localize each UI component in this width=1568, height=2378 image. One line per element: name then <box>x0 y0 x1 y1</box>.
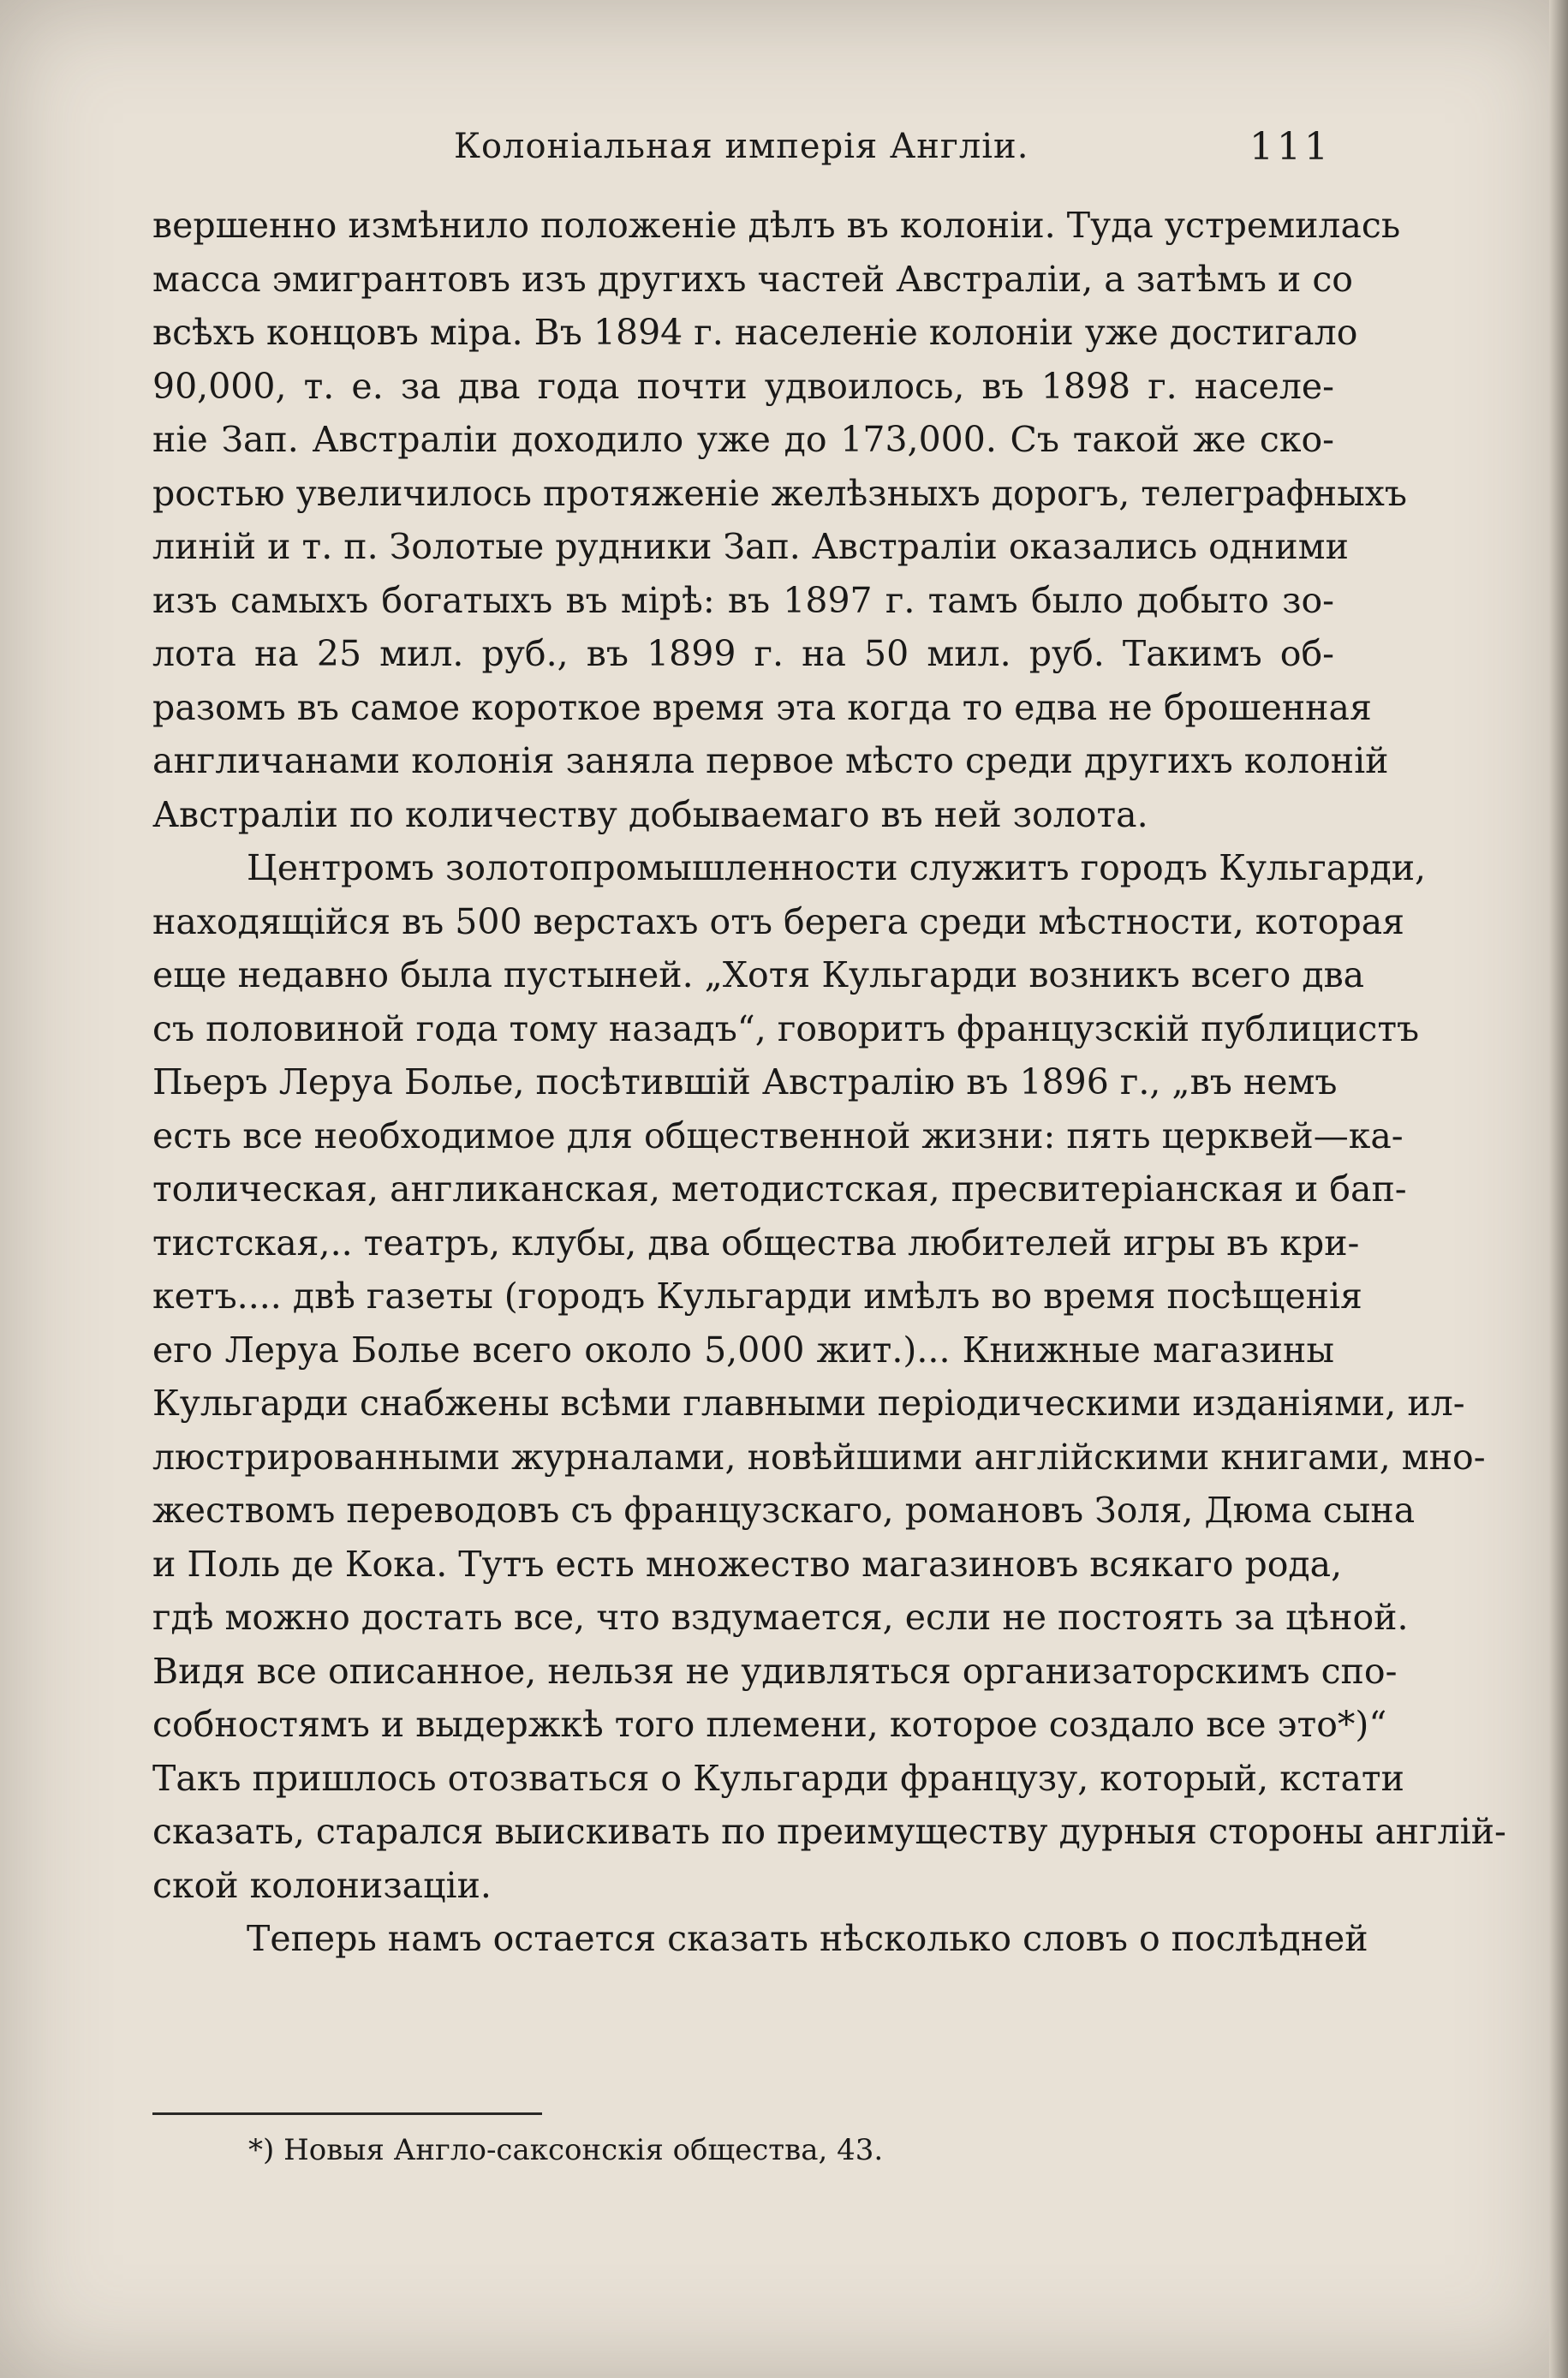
text-line: Такъ пришлось отозваться о Кульгарди французу, который, кстати <box>152 1757 1404 1799</box>
text-line: и Поль де Кока. Тутъ есть множество магазиновъ всякаго рода, <box>152 1543 1343 1585</box>
footnote: *) Новыя Англо-саксонскія общества, 43. <box>248 2133 884 2167</box>
text-line: ростью увеличилось протяженіе желѣзныхъ дорогъ, телеграфныхъ <box>152 472 1407 514</box>
text-line: ніе Зап. Австраліи доходило уже до 173,000. Съ такой же ско- <box>152 419 1334 460</box>
text-line: изъ самыхъ богатыхъ въ мірѣ: въ 1897 г. тамъ было добыто зо- <box>152 579 1334 621</box>
text-line: линій и т. п. Золотые рудники Зап. Австраліи оказались одними <box>152 526 1349 567</box>
text-line: Центромъ золотопромышленности служитъ городъ Кульгарди, <box>247 847 1427 888</box>
text-line: ской колонизаціи. <box>152 1864 492 1906</box>
text-line: есть все необходимое для общественной жизни: пять церквей—ка- <box>152 1114 1404 1156</box>
running-header <box>163 120 1332 180</box>
header-title: Колоніальная имперія Англіи. <box>454 127 1029 166</box>
text-line: собностямъ и выдержкѣ того племени, которое создало все это*)“ <box>152 1704 1387 1745</box>
page-number: 111 <box>1249 125 1332 169</box>
text-line: 90,000, т. е. за два года почти удвоилось, въ 1898 г. населе- <box>152 365 1334 407</box>
text-line: вершенно измѣнило положеніе дѣлъ въ колоніи. Туда устремилась <box>152 205 1401 246</box>
text-line: англичанами колонія заняла первое мѣсто среди другихъ колоній <box>152 740 1389 781</box>
text-line: Теперь намъ остается сказать нѣсколько словъ о послѣдней <box>247 1918 1368 1959</box>
text-line: жествомъ переводовъ съ французскаго, романовъ Золя, Дюма сына <box>152 1490 1416 1531</box>
text-line: люстрированными журналами, новѣйшими англійскими книгами, мно- <box>152 1436 1486 1478</box>
paragraph-3 <box>152 1912 1368 1966</box>
text-line: сказать, старался выискивать по преимуществу дурныя стороны англій- <box>152 1811 1506 1852</box>
text-line: лота на 25 мил. руб., въ 1899 г. на 50 мил. руб. Такимъ об- <box>152 633 1334 674</box>
text-line: толическая, англиканская, методистская, пресвитеріанская и бап- <box>152 1168 1407 1210</box>
text-line: Кульгарди снабжены всѣми главными періодическими изданіями, ил- <box>152 1383 1465 1424</box>
text-line: разомъ въ самое короткое время эта когда то едва не брошенная <box>152 686 1372 728</box>
paragraph-2 <box>152 841 1506 1912</box>
text-line: находящійся въ 500 верстахъ отъ берега среди мѣстности, которая <box>152 900 1405 942</box>
text-line: еще недавно была пустыней. „Хотя Кульгарди возникъ всего два <box>152 954 1365 995</box>
page-edge <box>1549 0 1568 2378</box>
text-line: всѣхъ концовъ міра. Въ 1894 г. населеніе колоніи уже достигало <box>152 312 1358 353</box>
text-line: гдѣ можно достать все, что вздумается, если не постоять за цѣной. <box>152 1597 1409 1638</box>
text-line: тистская,.. театръ, клубы, два общества любителей игры въ кри- <box>152 1222 1360 1264</box>
paragraph-1 <box>152 199 1407 841</box>
text-line: съ половиной года тому назадъ“, говоритъ французскій публицистъ <box>152 1007 1420 1049</box>
text-line: Пьеръ Леруа Болье, посѣтившій Австралію въ 1896 г., „въ немъ <box>152 1061 1338 1102</box>
text-line: Австраліи по количеству добываемаго въ ней золота. <box>152 793 1148 835</box>
text-line: Видя все описанное, нельзя не удивляться организаторскимъ спо- <box>152 1650 1398 1692</box>
text-line: его Леруа Болье всего около 5,000 жит.)... Книжные магазины <box>152 1329 1334 1371</box>
text-line: масса эмигрантовъ изъ другихъ частей Австраліи, а затѣмъ и со <box>152 258 1353 300</box>
body-text <box>152 199 1506 1966</box>
text-line: кетъ.... двѣ газеты (городъ Кульгарди имѣлъ во время посѣщенія <box>152 1276 1362 1317</box>
footnote-rule <box>152 2112 542 2115</box>
